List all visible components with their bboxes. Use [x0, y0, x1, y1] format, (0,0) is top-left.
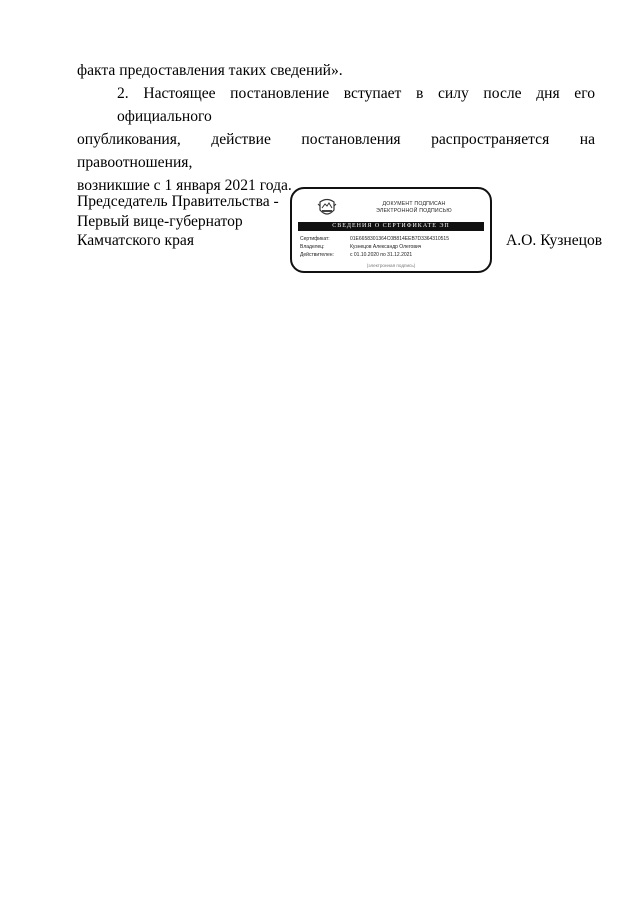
- coat-of-arms-icon: [316, 198, 338, 218]
- paragraph-2-line-2: опубликования, действие постановления распространяется на правоотношения,: [77, 131, 595, 171]
- electronic-signature-stamp: [290, 187, 492, 273]
- certificate-row: [300, 236, 449, 242]
- certificate-value: 01E6658301364C0B814EEB7D3364310515: [350, 236, 449, 242]
- stamp-footer: (электронная подпись): [366, 263, 416, 268]
- body-text: [77, 59, 595, 197]
- validity-value: с 01.10.2020 по 31.12.2021: [350, 252, 413, 258]
- stamp-header: [354, 201, 474, 215]
- owner-row: [300, 244, 421, 250]
- position-line-1: Председатель Правительства -: [77, 193, 279, 210]
- stamp-header-line-1: ДОКУМЕНТ ПОДПИСАН: [382, 201, 446, 207]
- signatory-name: А.О. Кузнецов: [506, 232, 603, 249]
- paragraph-1-end: факта предоставления таких сведений».: [77, 62, 343, 79]
- position-line-2: Первый вице-губернатор: [77, 212, 243, 230]
- validity-row: [300, 252, 412, 258]
- signatory-position: [77, 192, 279, 251]
- position-line-3: Камчатского края: [77, 232, 195, 249]
- certificate-band: СВЕДЕНИЯ О СЕРТИФИКАТЕ ЭП: [298, 222, 484, 231]
- certificate-label: Сертификат:: [300, 236, 330, 242]
- paragraph-2-line-1: 2. Настоящее постановление вступает в силу после дня его официального: [117, 85, 595, 125]
- validity-label: Действителен:: [300, 252, 334, 258]
- owner-label: Владелец:: [300, 244, 325, 250]
- owner-value: Кузнецов Александр Олегович: [350, 244, 422, 250]
- stamp-header-line-2: ЭЛЕКТРОННОЙ ПОДПИСЬЮ: [376, 208, 452, 214]
- paragraph-2-line-3: возникшие с 1 января 2021 года.: [77, 177, 292, 194]
